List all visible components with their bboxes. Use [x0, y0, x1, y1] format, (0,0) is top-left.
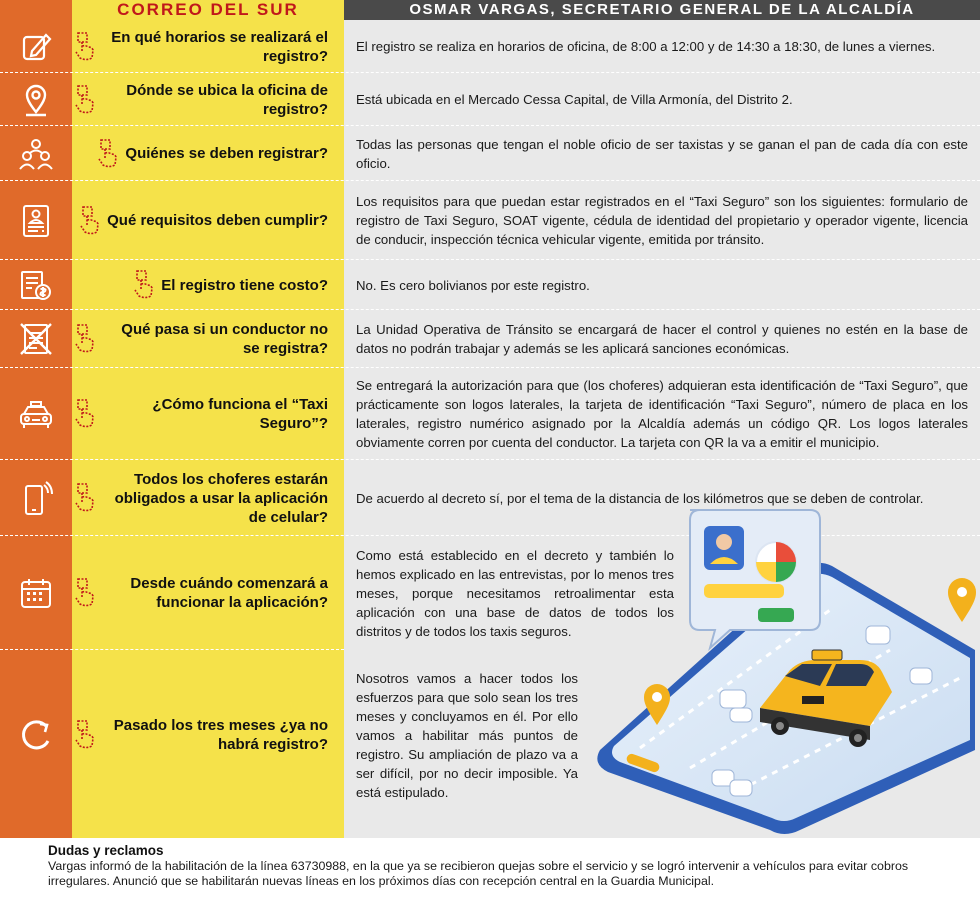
question-text: Qué requisitos deben cumplir?	[107, 212, 328, 229]
tap-hand-icon	[77, 206, 103, 236]
tap-hand-icon	[72, 32, 98, 62]
answer-text: La Unidad Operativa de Tránsito se encargará de hacer el control y quienes no estén en la base de datos no podrán trabajar y además se les aplicará sanciones económicas.	[356, 322, 968, 356]
qa-row	[0, 260, 980, 310]
tap-hand-icon	[72, 324, 98, 354]
tap-hand-icon	[72, 720, 98, 750]
question-text: En qué horarios se realizará el registro?	[111, 28, 328, 65]
crossed-document-icon	[0, 310, 72, 368]
answer-text: No. Es cero bolivianos por este registro.	[356, 277, 590, 293]
question-text: Desde cuándo comenzará a funcionar la aplicación?	[130, 575, 328, 611]
answer-text: Nosotros vamos a hacer todos los esfuerzos para que solo sean los tres meses y concluyamos en él. Por ello vamos a habilitar más puntos de registro. Su ampliación de plazo va a ser difícil, por no decir imposible. Ya está estipulado.	[356, 670, 578, 800]
question-text: Qué pasa si un conductor no se registra?	[121, 321, 328, 357]
footer-body: Vargas informó de la habilitación de la línea 63730988, en la que ya se recibieron quejas sobre el servicio y se logró intervenir a vehículos para evitar cobros irregulares. Anunció que se habilitarán nuevas líneas en los próximos días con recepción central en la Guardia Municipal.	[48, 859, 909, 888]
qa-row	[0, 126, 980, 181]
tap-hand-icon	[72, 85, 98, 115]
qa-row	[0, 73, 980, 126]
qa-row	[0, 181, 980, 260]
answer-text: Todas las personas que tengan el noble oficio de ser taxistas y se ganan el pan de cada día con este oficio.	[356, 136, 968, 171]
answer-text: Como está establecido en el decreto y también lo hemos explicado en las entrevistas, por lo menos tres meses, porque necesitamos retroalimentar esta aplicación con una base de datos de todos los distritos y de todos los taxis seguros.	[356, 547, 674, 639]
question-text: ¿Cómo funciona el “Taxi Seguro”?	[152, 396, 328, 432]
tap-hand-icon	[72, 399, 98, 429]
location-pin-icon	[0, 73, 72, 126]
mobile-phone-icon	[0, 460, 72, 536]
answer-text: Se entregará la autorización para que (los choferes) adquieran esta identificación de “Taxi Seguro”, que prácticamente son logos laterales, la tarjeta de identificación “Taxi Seguro”, número de placa en los laterales, registro numérico asignado por la Alcaldía además un código QR. Los logos laterales obviamente corren por cuenta del conductor. La tarjeta con QR la va a emitir el municipio.	[356, 378, 968, 450]
interviewee-title: OSMAR VARGAS, SECRETARIO GENERAL DE LA ALCALDÍA	[344, 0, 980, 20]
qa-row	[0, 310, 980, 368]
phone-taxi-illustration	[570, 500, 980, 840]
answer-text: Está ubicada en el Mercado Cessa Capital, de Villa Armonía, del Distrito 2.	[356, 92, 793, 107]
tap-hand-icon	[72, 483, 98, 513]
question-text: Quiénes se deben registrar?	[125, 145, 328, 162]
refresh-arrow-icon	[0, 650, 72, 820]
footer	[48, 843, 968, 889]
tap-hand-icon	[95, 139, 121, 169]
answer-text: Los requisitos para que puedan estar registrados en el “Taxi Seguro” son los siguientes: formulario de registro de Taxi Seguro, SOAT vigente, cédula de identidad del propietario y operador vigente, licencia de conducir, inspección técnica vehicular vigente, emitida por tránsito.	[356, 194, 968, 247]
people-group-icon	[0, 126, 72, 181]
pencil-edit-icon	[0, 20, 72, 73]
answer-text: De acuerdo al decreto sí, por el tema de la distancia de los kilómetros que se deben de controlar.	[356, 490, 924, 506]
calendar-icon	[0, 536, 72, 650]
taxi-car-icon	[0, 368, 72, 460]
qa-row	[0, 20, 980, 73]
publication-title: CORREO DEL SUR	[117, 0, 299, 19]
question-text: El registro tiene costo?	[161, 276, 328, 294]
id-document-icon	[0, 181, 72, 260]
question-text: Todos los choferes estarán obligados a usar la aplicación de celular?	[114, 470, 328, 526]
answer-text: El registro se realiza en horarios de oficina, de 8:00 a 12:00 y de 14:30 a 18:30, de lunes a viernes.	[356, 39, 936, 54]
tap-hand-icon	[131, 270, 157, 300]
footer-title: Dudas y reclamos	[48, 843, 164, 858]
question-text: Dónde se ubica la oficina de registro?	[126, 81, 328, 118]
question-text: Pasado los tres meses ¿ya no habrá registro?	[113, 717, 328, 753]
qa-row	[0, 368, 980, 460]
tap-hand-icon	[72, 578, 98, 608]
invoice-cost-icon	[0, 260, 72, 310]
